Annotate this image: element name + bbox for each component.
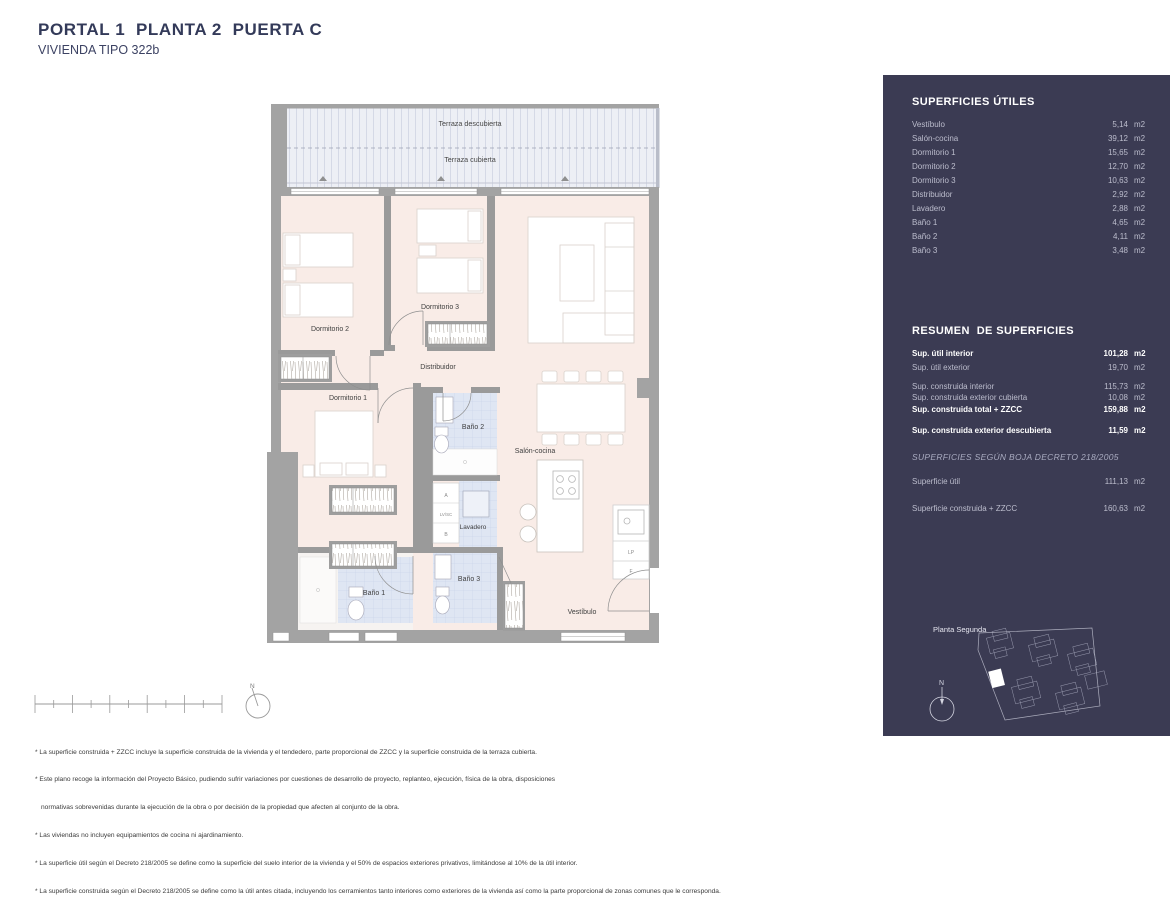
boja-value: 111,13 bbox=[1104, 476, 1128, 486]
summary-unit: m2 bbox=[1134, 393, 1146, 403]
summary-value: 19,70 bbox=[1107, 362, 1128, 372]
footnotes bbox=[35, 729, 721, 906]
footnote-line: * La superficie construida según el Decreto 218/2005 se define como la útil antes citada, incluyendo los cerramientos tanto interiores como exteriores de la vivienda así como la parte proporcional de zonas comunes que le corresponda. bbox=[35, 888, 721, 896]
table-row bbox=[912, 474, 1154, 488]
highlighted-unit bbox=[988, 669, 1005, 689]
summary-value: 159,88 bbox=[1103, 404, 1128, 414]
section-superficies-utiles bbox=[912, 96, 1154, 258]
area-unit: m2 bbox=[1134, 190, 1146, 200]
room-label-dormitorio3: Dormitorio 3 bbox=[420, 304, 460, 311]
room-label: Distribuidor bbox=[912, 190, 953, 200]
area-value: 4,11 bbox=[1113, 232, 1128, 242]
summary-value: 11,59 bbox=[1108, 425, 1128, 435]
page-subtitle: VIVIENDA TIPO 322b bbox=[38, 43, 160, 57]
area-value: 4,65 bbox=[1112, 218, 1128, 228]
room-label-terraza-descubierta: Terraza descubierta bbox=[438, 119, 502, 128]
table-row bbox=[912, 145, 1154, 159]
room-label-bano2: Baño 2 bbox=[461, 424, 485, 431]
footnote-line: * Las viviendas no incluyen equipamientos de cocina ni ajardinamiento. bbox=[35, 832, 244, 840]
label-appliance-b: B bbox=[444, 532, 448, 538]
room-label-terraza-cubierta: Terraza cubierta bbox=[444, 155, 496, 164]
table-row bbox=[912, 360, 1154, 374]
area-unit: m2 bbox=[1134, 147, 1146, 157]
room-label: Dormitorio 3 bbox=[912, 175, 956, 185]
boja-label: Superficie útil bbox=[912, 476, 961, 486]
table-row bbox=[912, 404, 1154, 415]
room-label: Baño 3 bbox=[912, 246, 938, 256]
siteplan-floor-label: Planta Segunda bbox=[933, 625, 987, 634]
room-label-salon-cocina: Salón-cocina bbox=[514, 448, 556, 455]
room-label: Baño 2 bbox=[912, 232, 938, 242]
area-unit: m2 bbox=[1134, 232, 1146, 242]
floor-plan bbox=[265, 95, 665, 680]
room-label-vestibulo: Vestíbulo bbox=[567, 609, 597, 616]
table-row bbox=[912, 501, 1154, 515]
room-label-lavadero: Lavadero bbox=[459, 524, 487, 531]
north-compass-icon bbox=[246, 683, 270, 718]
area-value: 12,70 bbox=[1107, 161, 1128, 171]
area-unit: m2 bbox=[1134, 246, 1146, 256]
summary-label: Sup. útil interior bbox=[912, 348, 974, 358]
room-label: Dormitorio 2 bbox=[912, 161, 956, 171]
room-label-dormitorio1: Dormitorio 1 bbox=[328, 395, 368, 402]
boja-label: Superficie construida + ZZCC bbox=[912, 503, 1018, 513]
summary-unit: m2 bbox=[1134, 404, 1146, 414]
area-unit: m2 bbox=[1134, 175, 1146, 185]
summary-value: 115,73 bbox=[1104, 382, 1128, 392]
summary-label: Sup. construida interior bbox=[912, 382, 995, 392]
label-f: F bbox=[629, 569, 633, 575]
table-row bbox=[912, 187, 1154, 201]
table-row bbox=[912, 216, 1154, 230]
room-label: Vestíbulo bbox=[912, 119, 945, 129]
boja-unit: m2 bbox=[1134, 503, 1146, 513]
footnote-line: normativas sobrevenidas durante la ejecución de la obra o por decisión de la propiedad que afecten al conjunto de la obra. bbox=[41, 804, 400, 812]
table-row bbox=[912, 230, 1154, 244]
area-value: 5,14 bbox=[1112, 119, 1128, 129]
room-label-distribuidor: Distribuidor bbox=[420, 364, 456, 371]
area-value: 2,92 bbox=[1112, 190, 1128, 200]
summary-label: Sup. construida exterior descubierta bbox=[912, 425, 1052, 435]
surface-data-panel bbox=[883, 75, 1170, 736]
area-value: 15,65 bbox=[1107, 147, 1128, 157]
footnote-line: * La superficie útil según el Decreto 218/2005 se define como la superficie del suelo interior de la vivienda y el 50% de espacios exteriores privativos, limitándose al 10% de la útil interior. bbox=[35, 860, 578, 868]
area-value: 39,12 bbox=[1107, 133, 1128, 143]
table-row bbox=[912, 202, 1154, 216]
north-label: N bbox=[250, 683, 255, 690]
summary-unit: m2 bbox=[1134, 362, 1146, 372]
room-label: Lavadero bbox=[912, 204, 946, 214]
section-resumen bbox=[912, 325, 1154, 436]
area-value: 2,88 bbox=[1112, 204, 1128, 214]
footnote-line: * La superficie construida + ZZCC incluye la superficie construida de la vivienda y el tendedero, parte proporcional de ZZCC y la superficie construida de la terraza cubierta. bbox=[35, 748, 537, 756]
table-row bbox=[912, 381, 1154, 392]
label-appliance-a: A bbox=[444, 493, 448, 499]
summary-label: Sup. útil exterior bbox=[912, 362, 970, 372]
summary-unit: m2 bbox=[1134, 425, 1146, 435]
page-title: PORTAL 1 PLANTA 2 PUERTA C bbox=[38, 20, 323, 39]
label-lvsc: LV/SC bbox=[439, 512, 453, 517]
section-title: SUPERFICIES ÚTILES bbox=[912, 96, 1035, 108]
table-row bbox=[912, 117, 1154, 131]
summary-label: Sup. construida total + ZZCC bbox=[912, 404, 1023, 414]
room-label-bano1: Baño 1 bbox=[362, 590, 386, 597]
section-title: SUPERFICIES SEGÚN BOJA DECRETO 218/2005 bbox=[912, 452, 1119, 462]
table-row bbox=[912, 244, 1154, 258]
table-row bbox=[912, 392, 1154, 403]
table-row bbox=[912, 425, 1154, 436]
scale-bar bbox=[25, 680, 305, 730]
section-title: RESUMEN DE SUPERFICIES bbox=[912, 325, 1075, 337]
room-label: Baño 1 bbox=[912, 218, 938, 228]
area-unit: m2 bbox=[1134, 218, 1146, 228]
area-unit: m2 bbox=[1134, 133, 1146, 143]
area-value: 10,63 bbox=[1107, 175, 1128, 185]
area-unit: m2 bbox=[1134, 204, 1146, 214]
room-label-dormitorio2: Dormitorio 2 bbox=[310, 326, 350, 333]
summary-value: 101,28 bbox=[1103, 348, 1128, 358]
room-label: Salón-cocina bbox=[912, 133, 959, 143]
room-label: Dormitorio 1 bbox=[912, 147, 956, 157]
summary-label: Sup. construida exterior cubierta bbox=[912, 393, 1028, 403]
summary-unit: m2 bbox=[1134, 382, 1146, 392]
panel-north-compass-icon bbox=[921, 671, 971, 731]
table-row bbox=[912, 173, 1154, 187]
label-lp: LP bbox=[627, 550, 635, 556]
room-label-bano3: Baño 3 bbox=[457, 576, 481, 583]
boja-value: 160,63 bbox=[1103, 503, 1128, 513]
area-value: 3,48 bbox=[1112, 246, 1128, 256]
table-row bbox=[912, 346, 1154, 360]
boja-unit: m2 bbox=[1134, 476, 1146, 486]
summary-value: 10,08 bbox=[1107, 393, 1128, 403]
area-unit: m2 bbox=[1134, 119, 1146, 129]
table-row bbox=[912, 131, 1154, 145]
summary-unit: m2 bbox=[1134, 348, 1146, 358]
area-unit: m2 bbox=[1134, 161, 1146, 171]
salon-furniture bbox=[528, 217, 634, 445]
footnote-line: * Este plano recoge la información del Proyecto Básico, pudiendo sufrir variaciones por cuestiones de desarrollo de proyecto, replanteo, ejecución, física de la obra, disposiciones bbox=[35, 776, 556, 784]
section-boja bbox=[912, 452, 1154, 515]
north-label: N bbox=[939, 680, 945, 687]
table-row bbox=[912, 159, 1154, 173]
